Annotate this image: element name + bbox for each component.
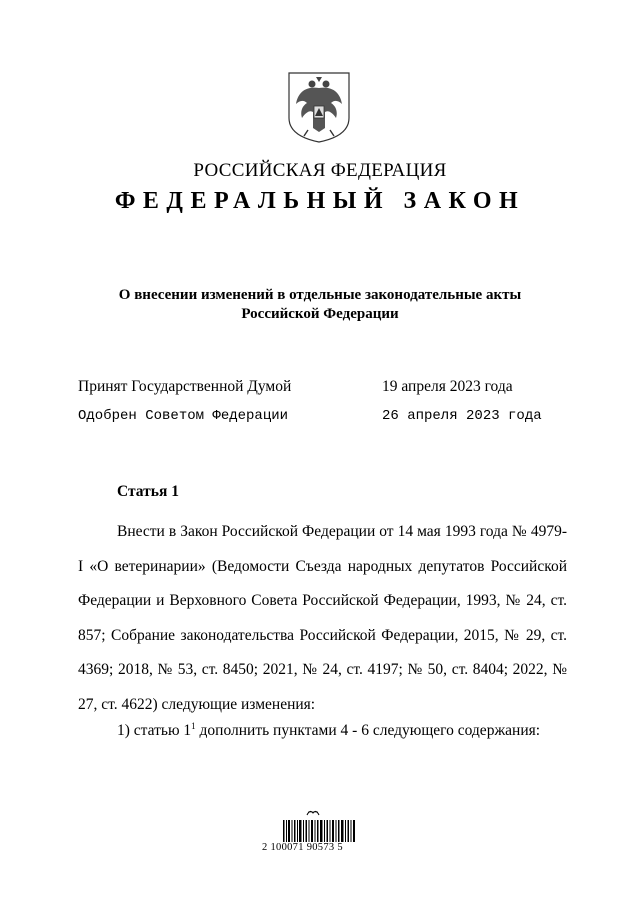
barcode-mark-icon <box>306 808 320 816</box>
council-approval-date: 26 апреля 2023 года <box>382 408 542 424</box>
article-heading: Статья 1 <box>117 483 179 500</box>
duma-adoption-label: Принят Государственной Думой <box>78 378 292 395</box>
country-name: РОССИЙСКАЯ ФЕДЕРАЦИЯ <box>193 160 447 181</box>
russian-coat-of-arms-icon <box>286 70 352 144</box>
council-approval-label: Одобрен Советом Федерации <box>78 408 289 424</box>
law-title-line-2: Российской Федерации <box>241 306 399 322</box>
law-title <box>90 286 550 324</box>
amendment-item-suffix: дополнить пунктами 4 - 6 следующего содержания: <box>195 722 541 740</box>
amendment-item-1 <box>117 721 540 740</box>
amendment-item-prefix: 1) статью 1 <box>117 722 192 740</box>
duma-adoption-date: 19 апреля 2023 года <box>382 378 513 395</box>
law-title-line-1: О внесении изменений в отдельные законодательные акты <box>118 287 522 303</box>
article-paragraph-text: Внести в Закон Российской Федерации от 14 мая 1993 года № 4979-I «О ветеринарии» (Ведомости Съезда народных депутатов Российской Федерации и Верховного Совета Российской Федерации, 1993, № 24, ст. 857; Собрание законодательства Российской Федерации, 2015, № 29, ст. 4369; 2018, № 53, ст. 8450; 2021, № 24, ст. 4197; № 50, ст. 8404; 2022, № 27, ст. 4622) следующие изменения: <box>78 523 567 713</box>
article-paragraph <box>78 515 567 722</box>
amendment-item-superscript: 1 <box>191 721 196 731</box>
document-type: ФЕДЕРАЛЬНЫЙ ЗАКОН <box>114 188 526 214</box>
barcode-number: 2 100071 90573 5 <box>262 842 343 853</box>
